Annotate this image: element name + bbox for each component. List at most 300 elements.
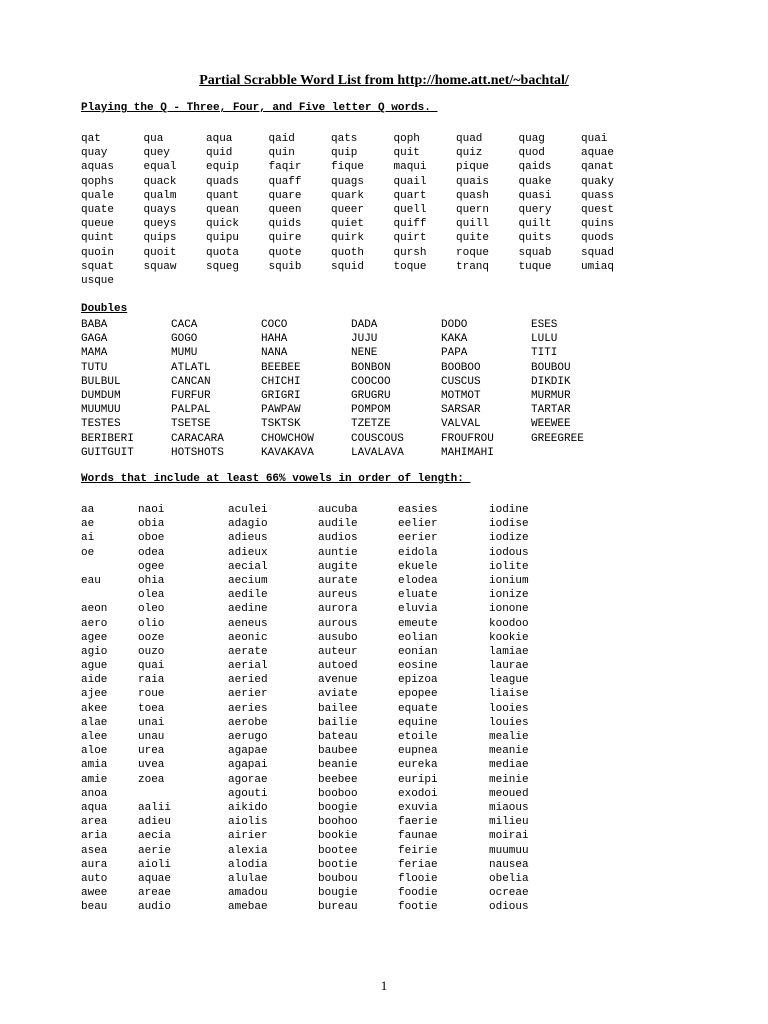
double-word: GREEGREE [531, 432, 584, 445]
double-word: MAMA [81, 347, 108, 360]
vowel-word: etoile [398, 731, 438, 743]
vowel-word: aecial [228, 560, 268, 573]
q-word: quirk [331, 232, 365, 245]
vowel-word: urea [138, 745, 165, 758]
q-word: squaw [143, 260, 177, 273]
vowel-word: ocreae [489, 887, 529, 900]
vowel-word: akee [81, 702, 108, 715]
vowel-word: aero [81, 617, 108, 630]
double-word: ESES [531, 319, 558, 331]
q-word: quant [206, 189, 240, 202]
vowel-word: agio [81, 645, 108, 658]
vowel-word: elodea [398, 574, 438, 587]
vowel-word: augite [318, 560, 358, 573]
vowel-word: bailie [318, 716, 358, 729]
double-word: GOGO [171, 333, 198, 346]
double-word: VALVAL [441, 418, 481, 431]
vowel-word: kookie [489, 631, 529, 644]
page-title: Partial Scrabble Word List from http://home.att.net/~bachtal/ [199, 73, 569, 88]
q-word: quay [81, 147, 108, 160]
vowel-word: obia [138, 518, 165, 531]
vowel-word: alulae [228, 872, 268, 885]
q-word: quern [456, 203, 490, 216]
double-word: CANCAN [171, 375, 211, 388]
q-word: aquae [581, 147, 615, 160]
q-word: quad [456, 133, 483, 145]
vowel-word: adagio [228, 518, 268, 531]
vowel-word: eonian [398, 645, 438, 658]
vowel-word: exodoi [398, 787, 438, 800]
vowel-word: alae [81, 716, 108, 729]
vowel-word: ague [81, 660, 108, 673]
q-word: quiff [393, 218, 427, 231]
vowel-word: odea [138, 546, 165, 559]
vowel-word: areae [138, 887, 172, 900]
vowel-word: quai [138, 660, 165, 673]
double-word: HAHA [261, 333, 288, 346]
vowel-word: agouti [228, 787, 268, 800]
double-word: TSETSE [171, 418, 211, 431]
double-word: BOUBOU [531, 361, 571, 374]
vowel-word: oe [81, 546, 95, 559]
vowel-word: aeried [228, 674, 268, 687]
vowel-word: audio [138, 901, 172, 914]
vowel-word: amia [81, 759, 108, 772]
vowel-word: boohoo [318, 816, 358, 829]
vowel-word: odious [489, 901, 529, 914]
vowel-word: booboo [318, 787, 358, 800]
double-word: SARSAR [441, 404, 481, 417]
q-word: qaids [518, 161, 552, 174]
q-word: squid [331, 260, 365, 273]
double-word: TESTES [81, 418, 121, 431]
vowel-word: euripi [398, 773, 438, 786]
q-word: squeg [206, 260, 240, 273]
double-word: BEEBEE [261, 361, 301, 374]
q-word: queys [143, 218, 177, 231]
vowel-word: ai [81, 532, 95, 545]
vowel-word: eluvia [398, 603, 438, 616]
vowel-word: airier [228, 830, 268, 843]
vowel-word: aedile [228, 589, 268, 602]
vowel-word: foodie [398, 887, 438, 900]
q-word: quai [581, 133, 608, 145]
vowel-word: meoued [489, 787, 529, 800]
double-word: DODO [441, 319, 468, 331]
vowel-word: avenue [318, 674, 358, 687]
double-word: BERIBERI [81, 432, 134, 445]
q-word: faqir [268, 161, 302, 174]
q-word: quin [268, 147, 295, 160]
vowel-word: aa [81, 504, 95, 516]
q-word: quip [331, 147, 358, 160]
vowel-word: amebae [228, 901, 268, 914]
vowel-word: aqua [81, 801, 108, 814]
vowel-word: eureka [398, 759, 438, 772]
q-word: quods [581, 232, 615, 245]
vowel-word: liaise [489, 688, 529, 701]
double-word: CHICHI [261, 375, 301, 388]
vowel-word: mealie [489, 731, 529, 743]
vowel-word: zoea [138, 773, 165, 786]
double-word: MOTMOT [441, 389, 481, 402]
vowel-word: bookie [318, 830, 358, 843]
vowel-word: agapae [228, 745, 268, 758]
vowel-word: equine [398, 716, 438, 729]
vowel-word: iodine [489, 504, 529, 516]
vowel-word: auntie [318, 546, 358, 559]
vowel-word: agee [81, 631, 108, 644]
double-word: CUSCUS [441, 375, 481, 388]
q-word: quey [143, 147, 170, 160]
q-word: quids [268, 218, 302, 231]
vowel-word: easies [398, 504, 438, 516]
vowel-word: uvea [138, 759, 165, 772]
vowel-word: awee [81, 887, 108, 900]
vowel-word: aurora [318, 603, 358, 616]
vowel-word: aecia [138, 830, 172, 843]
q-word: aquas [81, 161, 115, 174]
q-word: fique [331, 161, 365, 174]
q-word: squat [81, 260, 115, 273]
q-word: quiz [456, 147, 483, 160]
double-word: NANA [261, 347, 288, 360]
vowel-word: epopee [398, 688, 438, 701]
double-word: MAHIMAHI [441, 446, 494, 459]
vowel-word: unau [138, 731, 165, 743]
vowel-word: iolite [489, 560, 529, 573]
vowel-word: ionium [489, 574, 529, 587]
vowel-word: eidola [398, 546, 438, 559]
q-word: maqui [393, 161, 427, 174]
vowel-word: emeute [398, 617, 438, 630]
q-word: quid [206, 147, 233, 160]
vowel-word: aureus [318, 589, 358, 602]
vowel-word: ouzo [138, 645, 165, 658]
vowel-word: amadou [228, 887, 268, 900]
vowel-word: louies [489, 716, 529, 729]
q-word: quest [581, 203, 615, 216]
q-word: tuque [518, 260, 552, 273]
q-word: quoin [81, 246, 115, 259]
q-word: quale [81, 189, 115, 202]
vowel-word: ohia [138, 574, 165, 587]
vowel-word: adieu [138, 816, 172, 829]
vowel-word: moirai [489, 830, 529, 843]
q-word: quads [206, 175, 240, 188]
q-word: equip [206, 161, 240, 174]
vowel-word: auteur [318, 645, 358, 658]
vowel-word: agorae [228, 773, 268, 786]
vowel-word: aurate [318, 574, 358, 587]
q-word: quays [143, 203, 177, 216]
vowel-word [81, 560, 138, 574]
double-word: PALPAL [171, 404, 211, 417]
q-word: quate [81, 203, 115, 216]
vowel-word: faerie [398, 816, 438, 829]
vowel-word: aerier [228, 688, 268, 701]
double-word: PAWPAW [261, 404, 301, 417]
q-word: quoth [331, 246, 365, 259]
vowel-word: audios [318, 532, 358, 545]
q-word: equal [143, 161, 177, 174]
vowel-word: aerobe [228, 716, 268, 729]
double-word: GAGA [81, 333, 108, 346]
vowel-word: aalii [138, 801, 172, 814]
vowel-word: aerie [138, 844, 172, 857]
vowel-word: aurous [318, 617, 358, 630]
q-section-heading: Playing the Q - Three, Four, and Five letter Q words. [81, 102, 438, 114]
q-word: quirt [393, 232, 427, 245]
vowel-word [138, 787, 228, 801]
vowel-word: aura [81, 858, 108, 871]
vowel-word: aerugo [228, 731, 268, 743]
double-word: BABA [81, 319, 108, 331]
vowel-word: bailee [318, 702, 358, 715]
vowel-word: roue [138, 688, 165, 701]
vowels-heading: Words that include at least 66% vowels in order of length: [81, 473, 471, 485]
double-word: ATLATL [171, 361, 211, 374]
double-word: CHOWCHOW [261, 432, 314, 445]
vowel-word: eerier [398, 532, 438, 545]
vowel-word: mediae [489, 759, 529, 772]
double-word: KAKA [441, 333, 468, 346]
vowel-word: oleo [138, 603, 165, 616]
q-word: quipu [206, 232, 240, 245]
vowel-word: aedine [228, 603, 268, 616]
q-word: quits [518, 232, 552, 245]
vowel-word: ekuele [398, 560, 438, 573]
vowel-word: beanie [318, 759, 358, 772]
q-word: quass [581, 189, 615, 202]
double-word: DUMDUM [81, 389, 121, 402]
double-word: TARTAR [531, 404, 571, 417]
double-word: COOCOO [351, 375, 391, 388]
vowel-word: meanie [489, 745, 529, 758]
double-word: BULBUL [81, 375, 121, 388]
vowel-word: aeonic [228, 631, 268, 644]
double-word: WEEWEE [531, 418, 571, 431]
vowel-word: alodia [228, 858, 268, 871]
vowel-word: aculei [228, 504, 268, 516]
vowel-word: ausubo [318, 631, 358, 644]
vowel-word: aviate [318, 688, 358, 701]
double-word: DIKDIK [531, 375, 571, 388]
q-word: qophs [81, 175, 115, 188]
vowel-word: bougie [318, 887, 358, 900]
vowel-word: eau [81, 574, 101, 587]
q-word: quiet [331, 218, 365, 231]
q-word: quags [331, 175, 365, 188]
double-word: BOOBOO [441, 361, 481, 374]
vowel-word: area [81, 816, 108, 829]
q-word: quins [581, 218, 615, 231]
vowel-word: beebee [318, 773, 358, 786]
page-number: 1 [380, 978, 388, 993]
vowel-word: nausea [489, 858, 529, 871]
vowel-word: eelier [398, 518, 438, 531]
q-word: quaff [268, 175, 302, 188]
double-word: NENE [351, 347, 378, 360]
vowel-word: laurae [489, 660, 529, 673]
q-word: aqua [206, 133, 233, 145]
q-word: quit [393, 147, 420, 160]
q-word: quell [393, 203, 427, 216]
q-word: quag [518, 133, 545, 145]
q-word: queer [331, 203, 365, 216]
doubles-list [81, 318, 621, 460]
vowel-word: anoa [81, 787, 108, 800]
vowel-word: muumuu [489, 844, 529, 857]
vowel-word: baubee [318, 745, 358, 758]
vowel-word: faunae [398, 830, 438, 843]
q-word: quark [331, 189, 365, 202]
q-word: qaid [268, 133, 295, 145]
double-word: LULU [531, 333, 558, 346]
vowel-word: ionize [489, 589, 529, 602]
vowel-word: boogie [318, 801, 358, 814]
doubles-heading: Doubles [81, 303, 128, 315]
q-word: quare [268, 189, 302, 202]
double-word: CARACARA [171, 432, 224, 445]
vowel-word: ooze [138, 631, 165, 644]
q-word: quint [81, 232, 115, 245]
vowel-word: ajee [81, 688, 108, 701]
q-word: quod [518, 147, 545, 160]
q-word: qoph [393, 133, 420, 145]
q-word: quote [268, 246, 302, 259]
q-word: toque [393, 260, 427, 273]
q-word: quoit [143, 246, 177, 259]
vowel-word: iodise [489, 518, 529, 531]
q-word: pique [456, 161, 490, 174]
vowel-word: toea [138, 702, 165, 715]
double-word: FROUFROU [441, 432, 494, 445]
vowel-word: raia [138, 674, 165, 687]
vowel-word: aikido [228, 801, 268, 814]
q-word: qua [143, 133, 164, 145]
q-word: quilt [518, 218, 552, 231]
q-word: quack [143, 175, 177, 188]
vowel-word: feriae [398, 858, 438, 871]
double-word: HOTSHOTS [171, 446, 224, 459]
double-word: POMPOM [351, 404, 391, 417]
vowel-word: meinie [489, 773, 529, 786]
vowel-word: eolian [398, 631, 438, 644]
q-word: qursh [393, 246, 427, 259]
vowel-word: bateau [318, 731, 358, 743]
vowel-word: eosine [398, 660, 438, 673]
double-word: GUITGUIT [81, 446, 134, 459]
double-word: PAPA [441, 347, 468, 360]
q-word: queen [268, 203, 302, 216]
q-word: roque [456, 246, 490, 259]
vowel-words-list [81, 503, 549, 914]
vowel-word: aloe [81, 745, 108, 758]
vowel-word: autoed [318, 660, 358, 673]
vowel-word: unai [138, 716, 165, 729]
q-words-list [81, 132, 644, 288]
double-word: TZETZE [351, 418, 391, 431]
vowel-word: eluate [398, 589, 438, 602]
vowel-word: aiolis [228, 816, 268, 829]
double-word: COCO [261, 319, 288, 331]
vowel-word: aide [81, 674, 108, 687]
vowel-word: iodize [489, 532, 529, 545]
vowel-word: adieus [228, 532, 268, 545]
q-word: squib [268, 260, 302, 273]
q-word: queue [81, 218, 115, 231]
vowel-word: auto [81, 872, 108, 885]
q-word: quaky [581, 175, 615, 188]
double-word: LAVALAVA [351, 446, 404, 459]
vowel-word: footie [398, 901, 438, 914]
vowel-word: aerate [228, 645, 268, 658]
vowel-word: oboe [138, 532, 165, 545]
q-word: quite [456, 232, 490, 245]
double-word: TUTU [81, 361, 108, 374]
double-word: TSKTSK [261, 418, 301, 431]
q-word: query [518, 203, 552, 216]
double-word: COUSCOUS [351, 432, 404, 445]
q-word: quash [456, 189, 490, 202]
vowel-word: boubou [318, 872, 358, 885]
vowel-word: olea [138, 589, 165, 602]
vowel-word: aucuba [318, 504, 358, 516]
vowel-word: audile [318, 518, 358, 531]
vowel-word: aerial [228, 660, 268, 673]
vowel-word: alexia [228, 844, 268, 857]
q-word: tranq [456, 260, 490, 273]
vowel-word: eupnea [398, 745, 438, 758]
vowel-word: bootee [318, 844, 358, 857]
vowel-word: feirie [398, 844, 438, 857]
vowel-word: asea [81, 844, 108, 857]
q-word: usque [81, 274, 115, 287]
vowel-word: aeon [81, 603, 108, 616]
double-word: MUMU [171, 347, 198, 360]
q-word: quail [393, 175, 427, 188]
vowel-word: amie [81, 773, 108, 786]
vowel-word: aecium [228, 574, 268, 587]
vowel-word: beau [81, 901, 108, 914]
double-word: CACA [171, 319, 198, 331]
q-word: squab [518, 246, 552, 259]
q-word: qat [81, 133, 101, 145]
vowel-word: looies [489, 702, 529, 715]
double-word: TITI [531, 347, 558, 360]
vowel-word: bureau [318, 901, 358, 914]
vowel-word: adieux [228, 546, 268, 559]
q-word: quota [206, 246, 240, 259]
vowel-word: iodous [489, 546, 529, 559]
vowel-word: naoi [138, 504, 165, 516]
q-word: qualm [143, 189, 177, 202]
vowel-word: alee [81, 731, 108, 743]
double-word: JUJU [351, 333, 378, 346]
q-word: quill [456, 218, 490, 231]
q-word: squad [581, 246, 615, 259]
double-word: MURMUR [531, 389, 571, 402]
vowel-word: agapai [228, 759, 268, 772]
vowel-word: bootie [318, 858, 358, 871]
vowel-word: koodoo [489, 617, 529, 630]
vowel-word: milieu [489, 816, 529, 829]
vowel-word: ogee [138, 560, 165, 573]
q-word: quake [518, 175, 552, 188]
double-word: GRIGRI [261, 389, 301, 402]
double-word: FURFUR [171, 389, 211, 402]
